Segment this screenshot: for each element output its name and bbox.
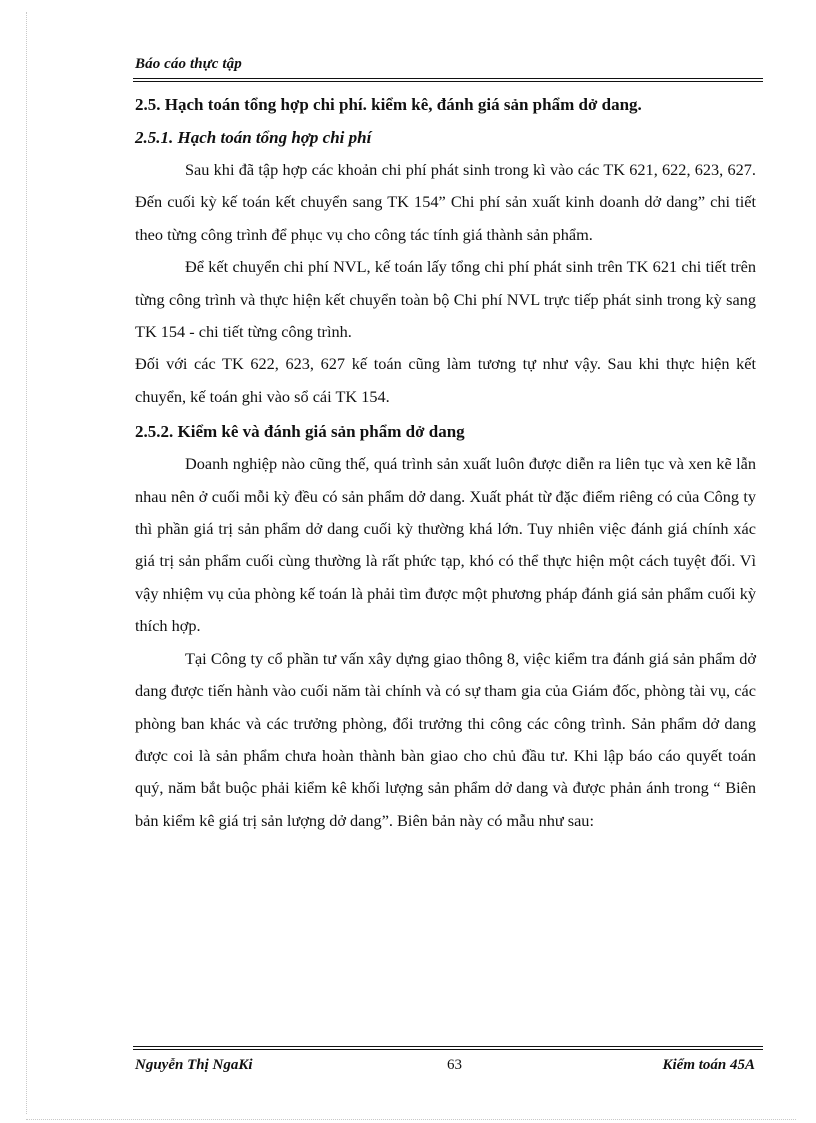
paragraph: Sau khi đã tập hợp các khoản chi phí phát sinh trong kì vào các TK 621, 622, 623, 627. Đến cuối kỳ kế toán kết chuyển sang TK 154” Chi phí sản xuất kinh doanh dở dang” chi tiết theo từng công trình để phục vụ cho công tác tính giá thành sản phẩm. — [135, 160, 756, 244]
subsection-heading-2: 2.5.2. Kiểm kê và đánh giá sản phẩm dở dang — [135, 422, 465, 442]
running-footer — [135, 1057, 755, 1077]
paragraph: Tại Công ty cổ phần tư vấn xây dựng giao thông 8, việc kiểm tra đánh giá sản phẩm dở dang được tiến hành vào cuối năm tài chính và có sự tham gia của Giám đốc, phòng tài vụ, các phòng ban khác và các trưởng phòng, đổi trưởng thi công các công trình. Sản phẩm dở dang được coi là sản phẩm chưa hoàn thành bàn giao cho chủ đầu tư. Khi lập báo cáo quyết toán quý, năm bắt buộc phải kiểm kê khối lượng sản phẩm dở dang và được phản ánh trong “ Biên bản kiểm kê giá trị sản lượng dở dang”. Biên bản này có mẫu như sau: — [135, 648, 756, 830]
header-rule-top — [133, 78, 763, 79]
subsection-heading-1: 2.5.1. Hạch toán tổng hợp chi phí — [135, 128, 372, 147]
paragraph: Để kết chuyển chi phí NVL, kế toán lấy tổng chi phí phát sinh trên TK 621 chi tiết trên từng công trình và thực hiện kết chuyển toàn bộ Chi phí NVL trực tiếp phát sinh trong kỳ sang TK 154 - chi tiết từng công trình. — [135, 257, 756, 342]
running-header: Báo cáo thực tập — [135, 56, 242, 72]
page-border-left — [26, 12, 28, 1114]
footer-department: Kiểm toán 45A — [662, 1057, 755, 1073]
footer-rule-bottom — [133, 1049, 763, 1050]
page-body — [135, 88, 756, 837]
section-heading: 2.5. Hạch toán tổng hợp chi phí. kiểm kê, đánh giá sản phẩm dở dang. — [135, 95, 642, 114]
footer-author: Nguyễn Thị NgaKi — [135, 1057, 253, 1073]
footer-rule-top — [133, 1046, 763, 1047]
paragraph: Doanh nghiệp nào cũng thế, quá trình sản xuất luôn được diễn ra liên tục và xen kẽ lẫn nhau nên ở cuối mỗi kỳ đều có sản phẩm dở dang. Xuất phát từ đặc điểm riêng có của Công ty thì phần giá trị sản phẩm dở dang cuối kỳ thường khá lớn. Tuy nhiên việc đánh giá chính xác giá trị sản phẩm cuối cùng thường là rất phức tạp, khó có thể thực hiện một cách tuyệt đối. Vì vậy nhiệm vụ của phòng kế toán là phải tìm được một phương pháp đánh giá sản phẩm cuối kỳ thích hợp. — [135, 454, 756, 636]
header-rule-bottom — [133, 81, 763, 82]
paragraph: Đối với các TK 622, 623, 627 kế toán cũng làm tương tự như vậy. Sau khi thực hiện kết chuyển, kế toán ghi vào sổ cái TK 154. — [135, 354, 756, 406]
page-border-bottom — [26, 1119, 796, 1121]
page-number: 63 — [447, 1057, 462, 1073]
